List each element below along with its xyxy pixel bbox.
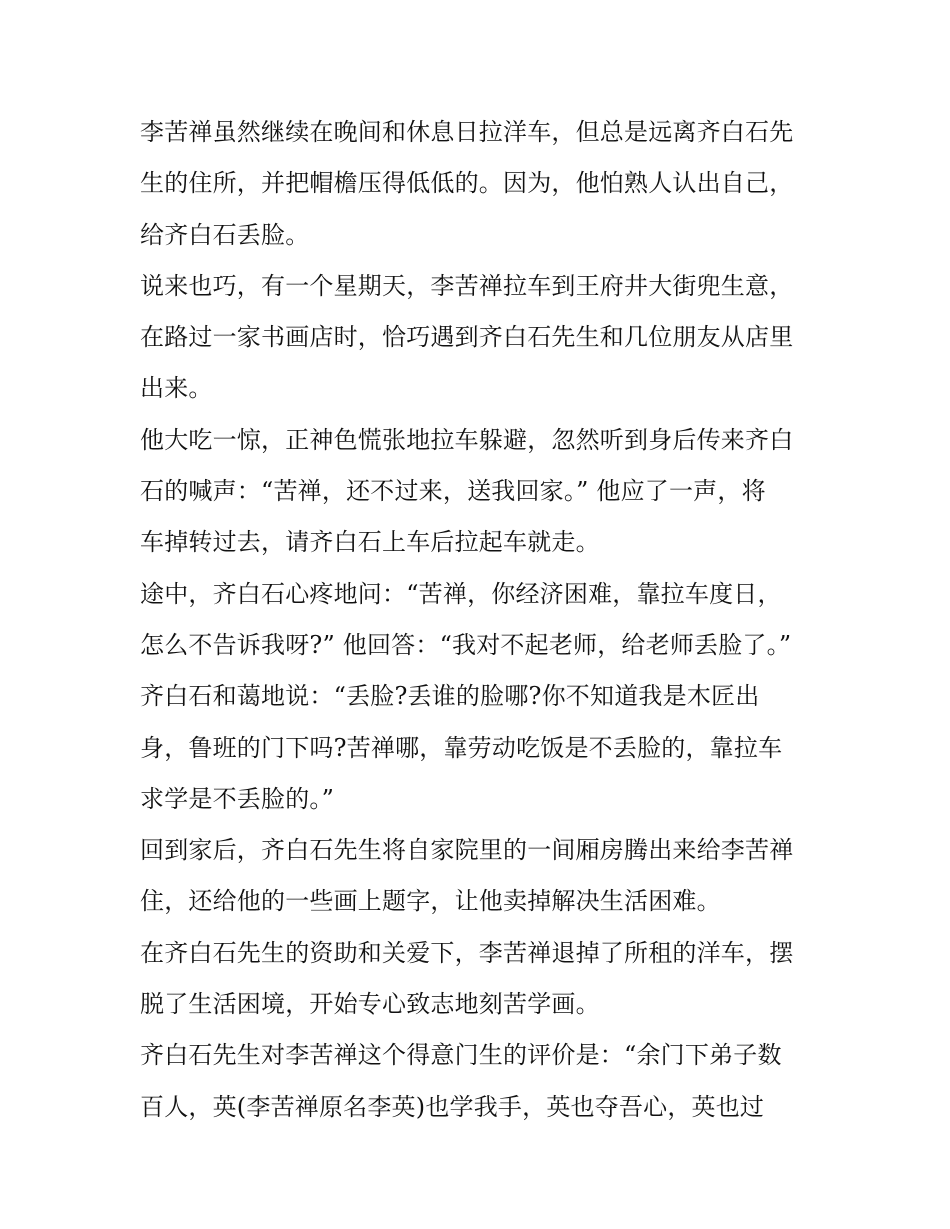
text-line: 在路过一家书画店时，恰巧遇到齐白石先生和几位朋友从店里 [140,323,794,352]
text-line: 生的住所，并把帽檐压得低低的。因为，他怕熟人认出自己， [140,169,794,198]
text-line: 出来。 [140,374,213,403]
text-line: 脱了生活困境，开始专心致志地刻苦学画。 [140,990,600,1019]
document-body [140,107,820,1133]
text-line: 回到家后，齐白石先生将自家院里的一间厢房腾出来给李苦禅 [140,836,794,865]
text-line: 百人，英(李苦禅原名李英)也学我手，英也夺吾心，英也过 [140,1092,765,1121]
text-line: 住，还给他的一些画上题字，让他卖掉解决生活困难。 [140,887,721,916]
text-line: 给齐白石丢脸。 [140,220,310,249]
text-line: 齐白石和蔼地说：“丢脸?丢谁的脸哪?你不知道我是木匠出 [140,682,760,711]
text-line: 途中，齐白石心疼地问：“苦禅，你经济困难，靠拉车度日， [140,579,782,608]
text-line: 说来也巧，有一个星期天，李苦禅拉车到王府井大街兜生意， [140,271,794,300]
text-line: 求学是不丢脸的。” [140,784,335,813]
text-line: 齐白石先生对李苦禅这个得意门生的评价是：“余门下弟子数 [140,1041,782,1070]
text-line: 他大吃一惊，正神色慌张地拉车躲避，忽然听到身后传来齐白 [140,425,794,454]
text-line: 李苦禅虽然继续在晚间和休息日拉洋车，但总是远离齐白石先 [140,118,794,146]
text-line: 车掉转过去，请齐白石上车后拉起车就走。 [140,528,600,557]
text-line: 在齐白石先生的资助和关爱下，李苦禅退掉了所租的洋车，摆 [140,938,794,967]
text-line: 怎么不告诉我呀?” 他回答：“我对不起老师，给老师丢脸了。” [140,630,792,659]
text-line: 石的喊声：“苦禅，还不过来，送我回家。” 他应了一声，将 [140,477,766,506]
text-line: 身，鲁班的门下吗?苦禅哪，靠劳动吃饭是不丢脸的，靠拉车 [140,733,783,762]
